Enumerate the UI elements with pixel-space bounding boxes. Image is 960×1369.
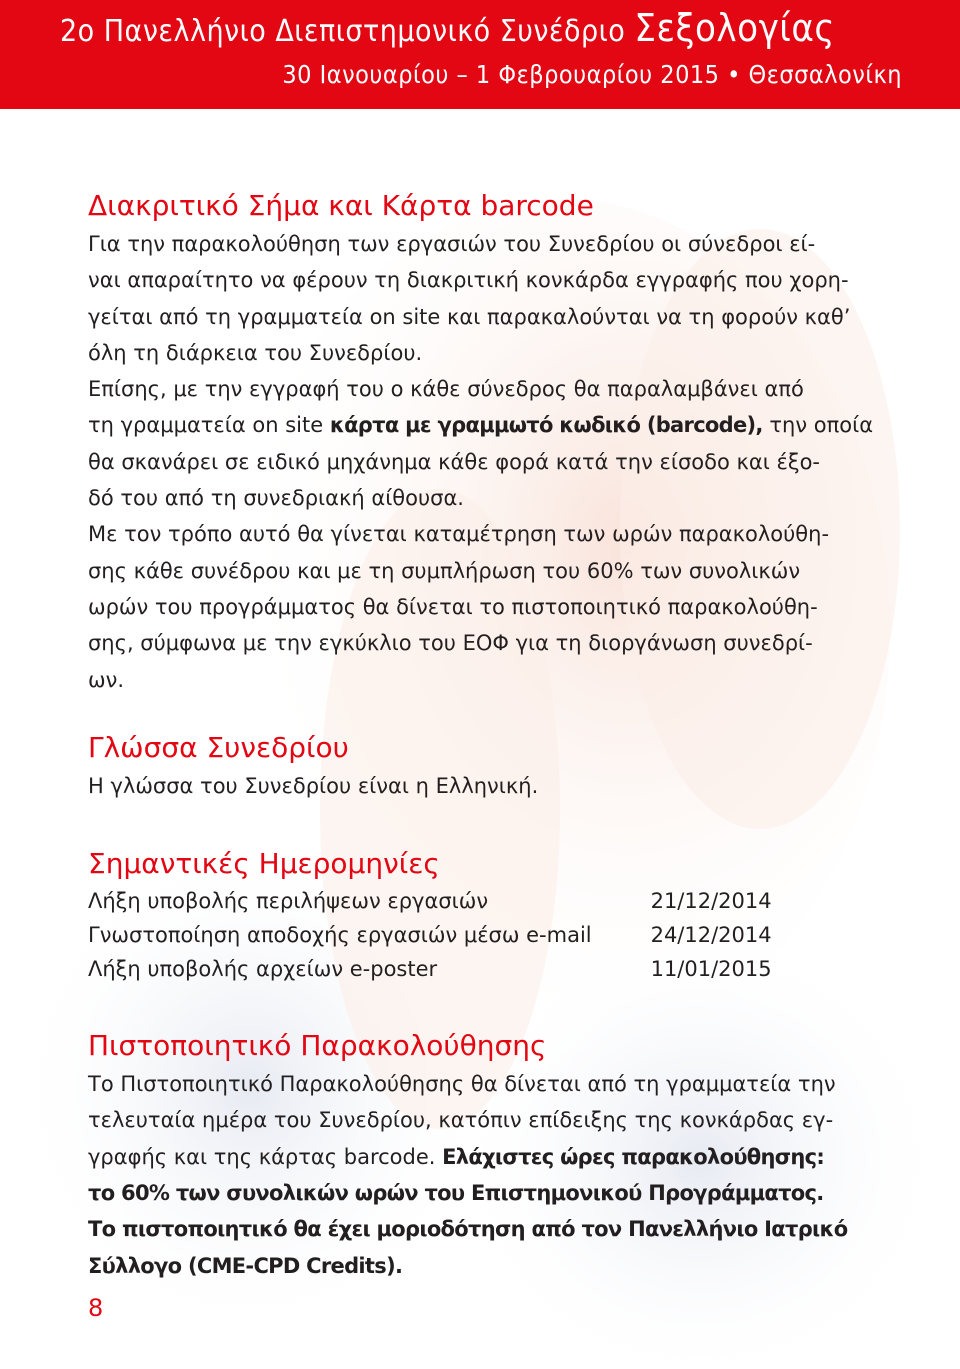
conference-title: 2ο Πανελλήνιο Διεπιστημονικό Συνέδριο Σεξολογίας — [60, 6, 835, 50]
important-dates-table — [88, 884, 772, 986]
certificate-text-line: Το Πιστοποιητικό Παρακολούθησης θα δίνεται από τη γραμματεία την — [88, 1072, 836, 1097]
table-row — [88, 918, 772, 952]
minimum-hours-emphasis: Ελάχιστες ώρες παρακολούθησης: — [442, 1144, 825, 1169]
conference-title-accent: Σεξολογίας — [634, 6, 835, 50]
barcode-text-line: Επίσης, με την εγγραφή του ο κάθε σύνεδρος θα παραλαμβάνει από — [88, 377, 804, 402]
certificate-bold-line: Σύλλογο (CME-CPD Credits). — [88, 1253, 403, 1278]
attendance-text-line: ων. — [88, 667, 124, 692]
date-value: 24/12/2014 — [650, 923, 772, 948]
section-heading-dates: Σημαντικές Ημερομηνίες — [88, 847, 440, 881]
attendance-text-line: Με τον τρόπο αυτό θα γίνεται καταμέτρηση των ωρών παρακολούθη- — [88, 522, 830, 547]
conference-dates-location: 30 Ιανουαρίου – 1 Φεβρουαρίου 2015 • Θεσσαλονίκη — [282, 60, 902, 89]
certificate-bold-line: Το πιστοποιητικό θα έχει μοριοδότηση από τον Πανελλήνιο Ιατρικό — [88, 1217, 848, 1242]
header-banner — [0, 0, 960, 109]
barcode-text-line: τη γραμματεία on site κάρτα με γραμμωτό κωδικό (barcode), την οποία — [88, 413, 874, 438]
barcode-card-emphasis: κάρτα με γραμμωτό κωδικό (barcode), — [329, 413, 763, 438]
certificate-text-line: γραφής και της κάρτας barcode. Ελάχιστες ώρες παρακολούθησης: — [88, 1144, 825, 1169]
section-heading-badge: Διακριτικό Σήμα και Κάρτα barcode — [88, 189, 594, 222]
attendance-text-line: σης κάθε συνέδρου και με τη συμπλήρωση του 60% των συνολικών — [88, 558, 801, 583]
table-row — [88, 884, 772, 918]
certificate-bold-line: το 60% των συνολικών ωρών του Επιστημονικού Προγράμματος. — [88, 1181, 824, 1206]
date-value: 11/01/2015 — [650, 957, 772, 982]
date-value: 21/12/2014 — [650, 889, 772, 914]
badge-text-line: όλη τη διάρκεια του Συνεδρίου. — [88, 340, 423, 365]
badge-text-line: γείται από τη γραμματεία on site και παρακαλούνται να τη φορούν καθ’ — [88, 304, 851, 329]
section-heading-certificate: Πιστοποιητικό Παρακολούθησης — [88, 1029, 547, 1063]
certificate-text-line: τελευταία ημέρα του Συνεδρίου, κατόπιν επίδειξης της κονκάρδας εγ- — [88, 1108, 834, 1133]
main-content — [88, 186, 874, 1284]
date-label: Λήξη υποβολής περιλήψεων εργασιών — [88, 889, 489, 914]
page-number: 8 — [88, 1294, 104, 1322]
badge-text-line: ναι απαραίτητο να φέρουν τη διακριτική κονκάρδα εγγραφής που χορη- — [88, 268, 849, 293]
date-label: Γνωστοποίηση αποδοχής εργασιών μέσω e-mail — [88, 923, 592, 948]
attendance-text-line: σης, σύμφωνα με την εγκύκλιο του ΕΟΦ για τη διοργάνωση συνεδρί- — [88, 631, 813, 656]
table-row — [88, 952, 772, 986]
section-heading-language: Γλώσσα Συνεδρίου — [88, 730, 349, 764]
language-text: Η γλώσσα του Συνεδρίου είναι η Ελληνική. — [88, 773, 539, 798]
barcode-text-line: δό του από τη συνεδριακή αίθουσα. — [88, 486, 464, 511]
date-label: Λήξη υποβολής αρχείων e-poster — [88, 957, 438, 982]
badge-text-line: Για την παρακολούθηση των εργασιών του Συνεδρίου οι σύνεδροι εί- — [88, 232, 816, 256]
barcode-text-line: θα σκανάρει σε ειδικό μηχάνημα κάθε φορά κατά την είσοδο και έξο- — [88, 449, 820, 474]
attendance-text-line: ωρών του προγράμματος θα δίνεται το πιστοποιητικό παρακολούθη- — [88, 594, 818, 619]
